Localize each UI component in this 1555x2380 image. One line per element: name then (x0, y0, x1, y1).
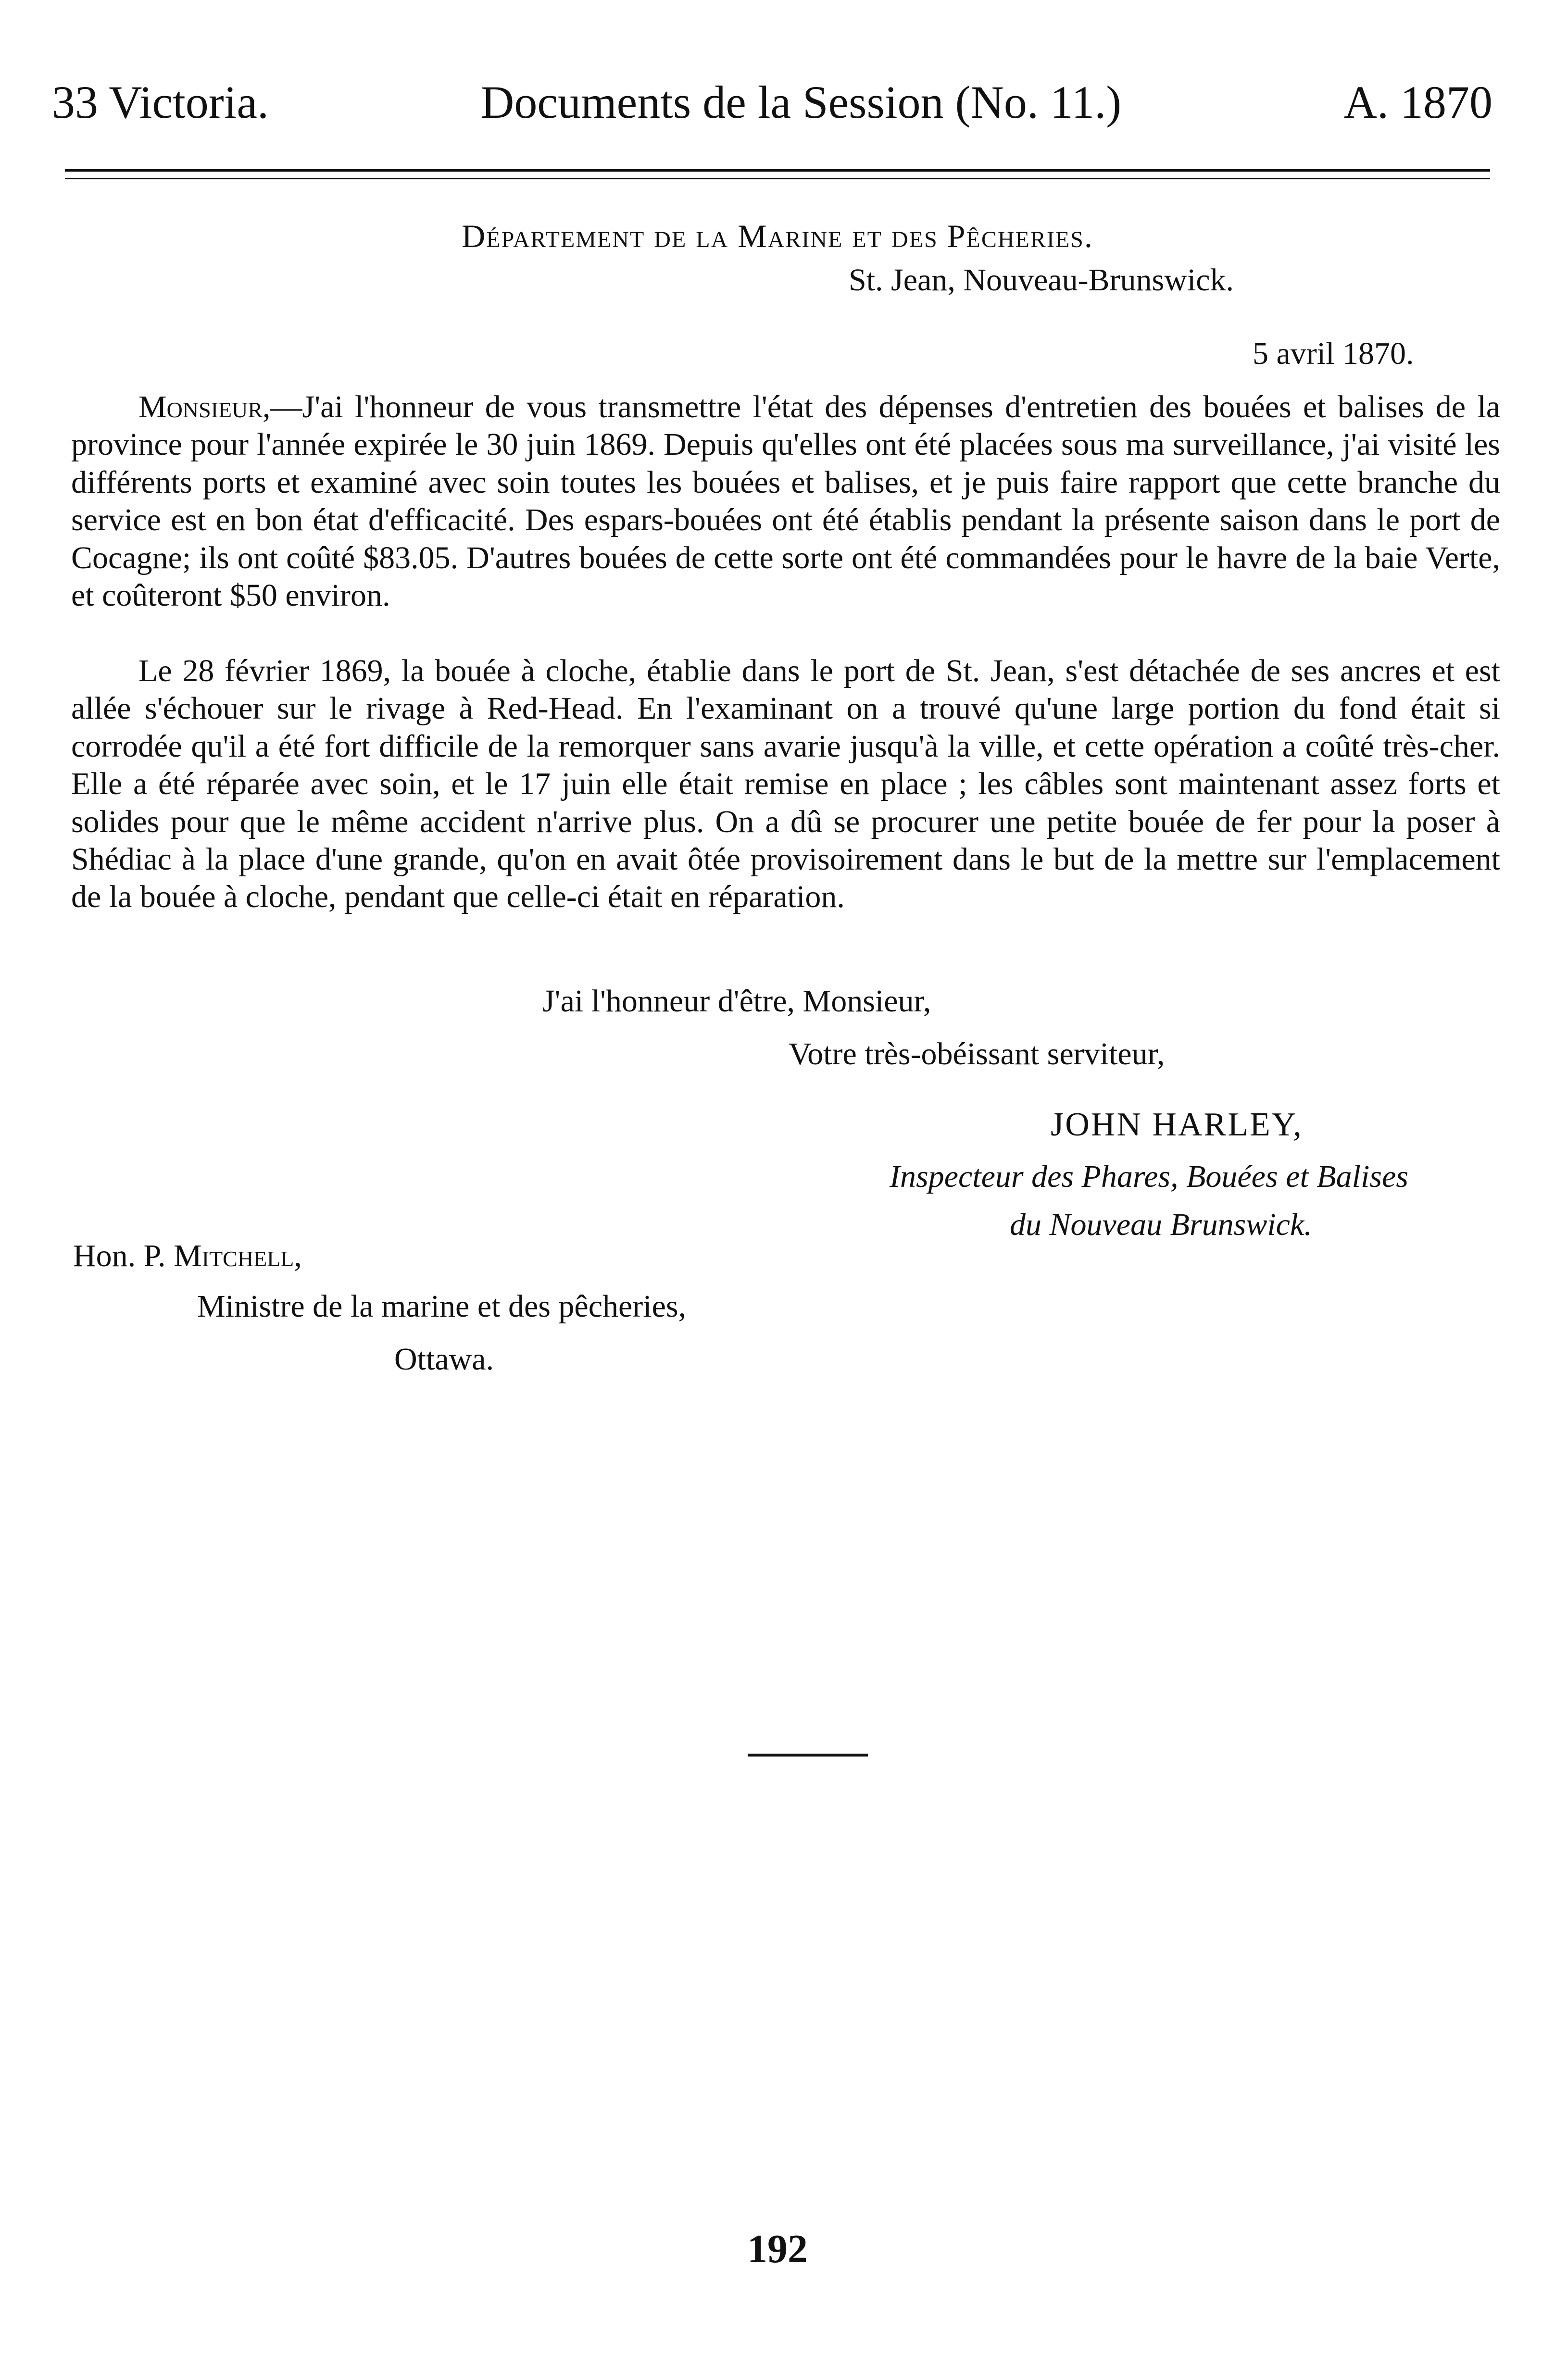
addressee-line-1 (73, 1238, 302, 1274)
addressee-name: Mitchell, (174, 1238, 302, 1273)
running-header-right: A. 1870 (1343, 76, 1492, 128)
paragraph-1 (71, 388, 1500, 614)
signer-title-line-1: Inspecteur des Phares, Bouées et Balises (890, 1159, 1408, 1194)
closing-line-1: J'ai l'honneur d'être, Monsieur, (542, 984, 931, 1019)
signer-title-line-2: du Nouveau Brunswick. (1010, 1207, 1312, 1242)
header-rule-bottom (65, 178, 1490, 179)
paragraph-2: Le 28 février 1869, la bouée à cloche, établie dans le port de St. Jean, s'est détachée de ses ancres et est allée s'échouer sur le rivage à Red-Head. En l'examinant on a trouvé qu'une large portion du fond était si corrodée qu'il a été fort difficile de la remorquer sans avarie jusqu'à la ville, et cette opération a coûté très-cher. Elle a été réparée avec soin, et le 17 juin elle était remise en place ; les câbles sont maintenant assez forts et solides pour que le même accident n'arrive plus. On a dû se procurer une petite bouée de fer pour la poser à Shédiac à la place d'une grande, qu'on en avait ôtée provisoirement dans le but de la mettre sur l'emplacement de la bouée à cloche, pendant que celle-ci était en réparation. (71, 653, 1500, 915)
closing-line-2: Votre très-obéissant serviteur, (789, 1036, 1165, 1072)
department-heading: Département de la Marine et des Pêcheries. (462, 218, 1093, 254)
paragraph-1-body: —J'ai l'honneur de vous transmettre l'état des dépenses d'entretien des bouées et balises de la province pour l'année expirée le 30 juin 1869. Depuis qu'elles ont été placées sous ma surveillance, j'ai visité les différents ports et examiné avec soin toutes les bouées et balises, et je puis faire rapport que cette branche du service est en bon état d'efficacité. Des espars-bouées ont été établis pendant la présente saison dans le port de Cocagne; ils ont coûté $83.05. D'autres bouées de cette sorte ont été commandées pour le havre de la baie Verte, et coûteront $50 environ. (71, 389, 1500, 613)
section-separator (748, 1754, 868, 1757)
addressee-line-3: Ottawa. (394, 1342, 494, 1377)
salutation: Monsieur, (138, 389, 271, 424)
addressee-line-2: Ministre de la marine et des pêcheries, (197, 1289, 687, 1324)
running-header-left: 33 Victoria. (52, 76, 269, 128)
letter-date: 5 avril 1870. (1253, 336, 1414, 371)
letter-place: St. Jean, Nouveau-Brunswick. (849, 262, 1234, 298)
page-number: 192 (747, 2227, 808, 2271)
addressee-honorific: Hon. P. (73, 1238, 166, 1273)
running-header-center: Documents de la Session (No. 11.) (481, 76, 1122, 128)
signer-name: JOHN HARLEY, (1051, 1106, 1303, 1143)
header-rule-top (65, 169, 1490, 172)
